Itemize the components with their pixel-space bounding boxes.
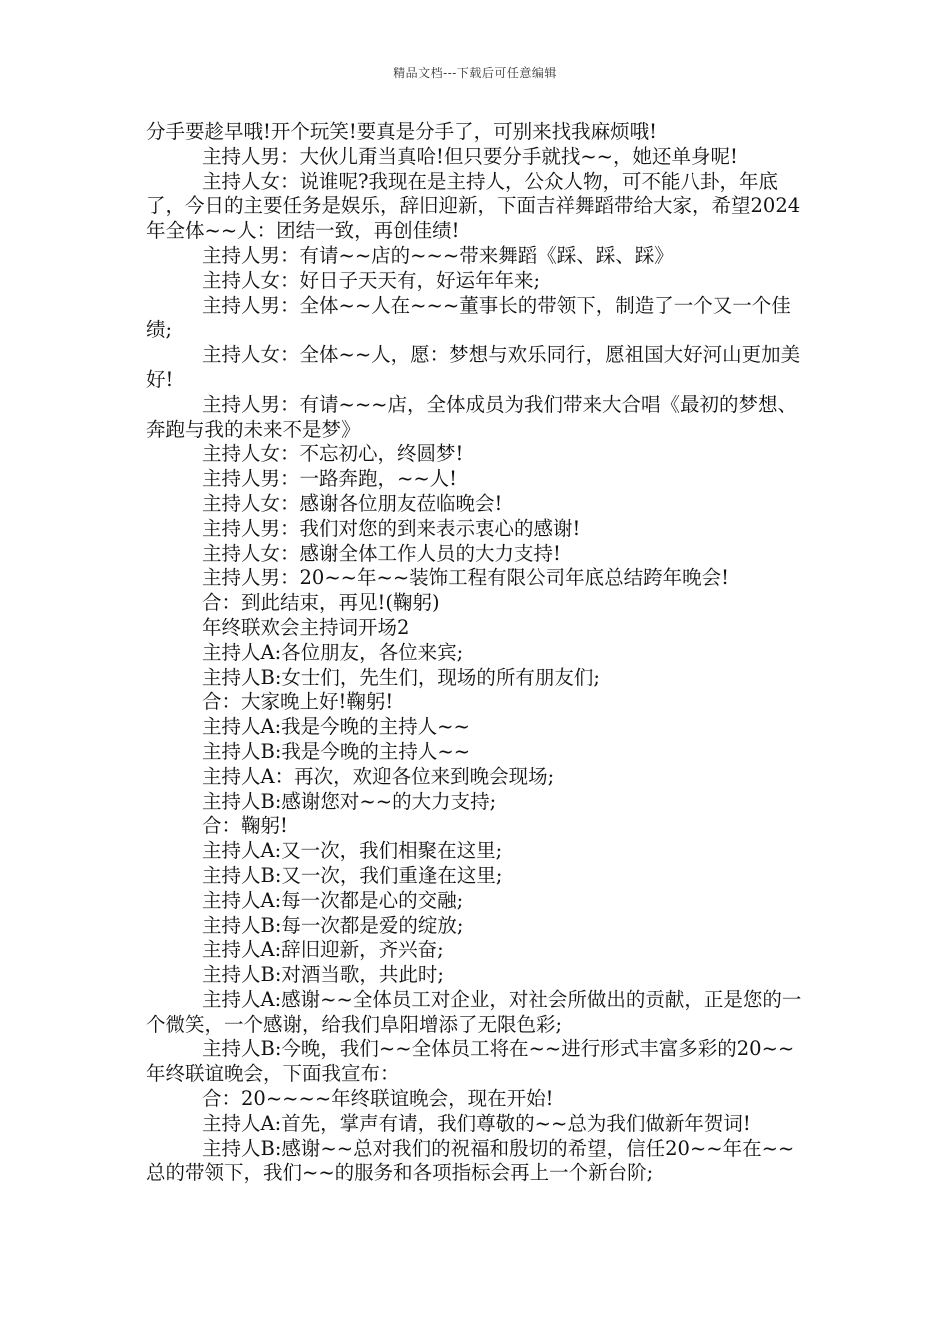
paragraph: 主持人男：我们对您的到来表示衷心的感谢! (202, 516, 581, 540)
paragraph: 主持人女：说谁呢?我现在是主持人，公众人物，可不能八卦，年底了，今日的主要任务是娱乐，辞旧迎新，下面吉祥舞蹈带给大家，希望2024年全体~~人：团结一致，再创佳绩! (146, 169, 801, 243)
paragraph: 主持人B:今晚，我们~~全体员工将在~~进行形式丰富多彩的20~~年终联谊晚会，下面我宣布： (146, 1037, 795, 1086)
paragraph: 主持人B:女士们，先生们，现场的所有朋友们; (202, 665, 600, 689)
paragraph: 主持人B:感谢~~总对我们的祝福和殷切的希望，信任20~~年在~~总的带领下，我们~~的服务和各项指标会再上一个新台阶; (146, 1136, 795, 1185)
document-body (146, 120, 812, 1186)
paragraph: 合：20~~~~年终联谊晚会，现在开始! (202, 1087, 554, 1111)
paragraph: 主持人A:感谢~~全体员工对企业，对社会所做出的贡献，正是您的一个微笑，一个感谢，给我们阜阳增添了无限色彩; (146, 987, 802, 1036)
paragraph: 主持人男：有请~~店的~~~带来舞蹈《踩、踩、踩》 (202, 243, 674, 267)
paragraph: 主持人B:我是今晚的主持人~~ (202, 739, 471, 763)
paragraph: 主持人女：全体~~人，愿：梦想与欢乐同行，愿祖国大好河山更加美好! (146, 343, 801, 391)
paragraph: 主持人女：不忘初心，终圆梦! (202, 442, 464, 466)
paragraph: 主持人B:又一次，我们重逢在这里; (202, 863, 503, 887)
paragraph: 合：鞠躬! (202, 814, 288, 838)
paragraph: 主持人男：一路奔跑，~~人! (202, 467, 458, 491)
paragraph: 主持人A:各位朋友，各位来宾; (202, 640, 464, 664)
paragraph: 主持人女：好日子天天有，好运年年来; (202, 268, 541, 292)
paragraph: 主持人女：感谢各位朋友莅临晚会! (202, 491, 503, 515)
paragraph: 主持人女：感谢全体工作人员的大力支持! (202, 541, 561, 565)
paragraph: 主持人A：再次，欢迎各位来到晚会现场; (202, 764, 555, 788)
paragraph: 主持人A:每一次都是心的交融; (202, 888, 464, 912)
paragraph: 主持人男：大伙儿甭当真哈!但只要分手就找~~，她还单身呢! (202, 144, 738, 168)
paragraph: 主持人男：20~~年~~装饰工程有限公司年底总结跨年晚会! (202, 566, 730, 590)
paragraph: 主持人B:感谢您对~~的大力支持; (202, 789, 497, 813)
paragraph: 主持人B:每一次都是爱的绽放; (202, 913, 464, 937)
paragraph: 主持人B:对酒当歌，共此时; (202, 963, 444, 987)
paragraph: 合：大家晚上好!鞠躬! (202, 690, 394, 714)
paragraph: 主持人A:辞旧迎新，齐兴奋; (202, 938, 444, 962)
paragraph: 主持人A:又一次，我们相聚在这里; (202, 839, 503, 863)
paragraph: 主持人男：有请~~~店，全体成员为我们带来大合唱《最初的梦想、奔跑与我的未来不是梦》 (146, 392, 798, 441)
paragraph: 年终联欢会主持词开场2 (202, 615, 410, 639)
paragraph: 分手要趁早哦!开个玩笑!要真是分手了，可别来找我麻烦哦! (146, 120, 658, 143)
paragraph: 主持人A:我是今晚的主持人~~ (202, 715, 470, 739)
paragraph: 主持人A:首先，掌声有请，我们尊敬的~~总为我们做新年贺词! (202, 1111, 751, 1135)
paragraph: 合：到此结束，再见!(鞠躬) (202, 591, 440, 615)
page-header: 精品文档---下载后可任意编辑 (393, 66, 557, 80)
paragraph: 主持人男：全体~~人在~~~董事长的带领下，制造了一个又一个佳绩; (146, 293, 791, 342)
